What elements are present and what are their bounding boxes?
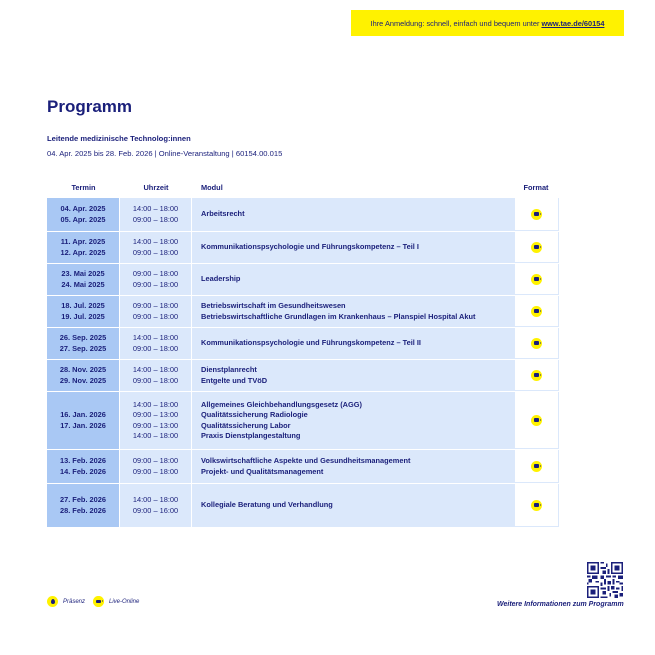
format-cell bbox=[514, 450, 559, 483]
format-cell bbox=[514, 360, 559, 391]
column-header-termin: Termin bbox=[71, 183, 96, 192]
table-row bbox=[47, 198, 559, 232]
table-row bbox=[47, 392, 559, 450]
table-row bbox=[47, 264, 559, 296]
modul-cell bbox=[192, 450, 514, 483]
format-cell bbox=[514, 484, 559, 527]
termin-cell bbox=[47, 328, 120, 359]
modul-cell-line: Allgemeines Gleichbehandlungsgesetz (AGG) bbox=[201, 399, 362, 409]
modul-cell bbox=[192, 198, 514, 231]
uhrzeit-cell-line: 09:00 – 18:00 bbox=[132, 456, 179, 466]
termin-cell-line: 26. Sep. 2025 bbox=[59, 333, 107, 343]
termin-cell bbox=[47, 484, 120, 527]
uhrzeit-cell-line: 09:00 – 18:00 bbox=[132, 466, 179, 476]
video-camera-icon bbox=[531, 209, 542, 220]
termin-cell bbox=[47, 264, 120, 295]
format-cell bbox=[514, 392, 559, 449]
modul-cell-line: Volkswirtschaftliche Aspekte und Gesundheitsmanagement bbox=[201, 456, 411, 466]
uhrzeit-cell bbox=[120, 328, 192, 359]
termin-cell-line: 13. Feb. 2026 bbox=[59, 456, 106, 466]
uhrzeit-cell bbox=[120, 232, 192, 263]
video-camera-icon bbox=[531, 500, 542, 511]
location-pin-icon bbox=[47, 596, 58, 607]
uhrzeit-cell bbox=[120, 360, 192, 391]
table-row bbox=[47, 232, 559, 264]
modul-cell-line: Kollegiale Beratung und Verhandlung bbox=[201, 500, 333, 510]
course-title: Leitende medizinische Technolog:innen bbox=[47, 134, 191, 143]
termin-cell-line: 14. Feb. 2026 bbox=[59, 466, 106, 476]
schedule-table bbox=[47, 198, 559, 528]
uhrzeit-cell-line: 14:00 – 18:00 bbox=[132, 399, 179, 409]
termin-cell bbox=[47, 198, 120, 231]
table-row bbox=[47, 328, 559, 360]
format-cell bbox=[514, 264, 559, 295]
termin-cell bbox=[47, 360, 120, 391]
uhrzeit-cell-line: 09:00 – 18:00 bbox=[132, 375, 179, 385]
video-camera-icon bbox=[93, 596, 104, 607]
legend-live-online bbox=[93, 596, 139, 607]
modul-cell-line: Qualitätssicherung Radiologie bbox=[201, 410, 308, 420]
modul-cell-line: Praxis Dienstplangestaltung bbox=[201, 430, 301, 440]
table-row bbox=[47, 296, 559, 328]
uhrzeit-cell bbox=[120, 484, 192, 527]
termin-cell-line: 28. Feb. 2026 bbox=[59, 505, 106, 515]
uhrzeit-cell-line: 14:00 – 18:00 bbox=[132, 204, 179, 214]
page-title: Programm bbox=[47, 97, 133, 116]
termin-cell-line: 04. Apr. 2025 bbox=[60, 204, 106, 214]
uhrzeit-cell-line: 09:00 – 13:00 bbox=[132, 420, 179, 430]
modul-cell-line: Betriebswirtschaftliche Grundlagen im Krankenhaus – Planspiel Hospital Akut bbox=[201, 311, 476, 321]
modul-cell-line: Qualitätssicherung Labor bbox=[201, 420, 291, 430]
video-camera-icon bbox=[531, 274, 542, 285]
video-camera-icon bbox=[531, 306, 542, 317]
modul-cell-line: Kommunikationspsychologie und Führungskompetenz – Teil II bbox=[201, 338, 421, 348]
uhrzeit-cell-line: 09:00 – 18:00 bbox=[132, 343, 179, 353]
legend-praesenz bbox=[47, 596, 85, 607]
modul-cell-line: Betriebswirtschaft im Gesundheitswesen bbox=[201, 301, 346, 311]
modul-cell bbox=[192, 328, 514, 359]
format-cell bbox=[514, 232, 559, 263]
video-camera-icon bbox=[531, 415, 542, 426]
column-header-modul: Modul bbox=[201, 183, 223, 192]
column-header-format: Format bbox=[523, 183, 549, 192]
qr-code-icon[interactable] bbox=[587, 562, 623, 598]
table-row bbox=[47, 360, 559, 392]
termin-cell-line: 27. Sep. 2025 bbox=[59, 343, 107, 353]
termin-cell-line: 27. Feb. 2026 bbox=[59, 495, 106, 505]
course-meta: 04. Apr. 2025 bis 28. Feb. 2026 | Online-Veranstaltung | 60154.00.015 bbox=[47, 149, 283, 158]
modul-cell bbox=[192, 392, 514, 449]
uhrzeit-cell bbox=[120, 264, 192, 295]
format-cell bbox=[514, 296, 559, 327]
legend-praesenz-label: Präsenz bbox=[63, 598, 86, 605]
video-camera-icon bbox=[531, 242, 542, 253]
modul-cell bbox=[192, 232, 514, 263]
uhrzeit-cell-line: 14:00 – 18:00 bbox=[132, 365, 179, 375]
termin-cell-line: 17. Jan. 2026 bbox=[60, 420, 106, 430]
uhrzeit-cell-line: 14:00 – 18:00 bbox=[132, 495, 179, 505]
video-camera-icon bbox=[531, 370, 542, 381]
termin-cell-line: 16. Jan. 2026 bbox=[60, 410, 106, 420]
format-cell bbox=[514, 328, 559, 359]
uhrzeit-cell bbox=[120, 450, 192, 483]
banner-text: Ihre Anmeldung: schnell, einfach und bequem unter bbox=[370, 18, 540, 28]
termin-cell bbox=[47, 232, 120, 263]
termin-cell-line: 24. Mai 2025 bbox=[61, 279, 105, 289]
modul-cell-line: Leadership bbox=[201, 274, 241, 284]
modul-cell-line: Projekt- und Qualitätsmanagement bbox=[201, 466, 324, 476]
uhrzeit-cell-line: 09:00 – 16:00 bbox=[132, 505, 179, 515]
registration-link[interactable]: www.tae.de/60154 bbox=[541, 18, 605, 28]
video-camera-icon bbox=[531, 461, 542, 472]
uhrzeit-cell-line: 09:00 – 18:00 bbox=[132, 301, 179, 311]
format-cell bbox=[514, 198, 559, 231]
video-camera-icon bbox=[531, 338, 542, 349]
termin-cell-line: 11. Apr. 2025 bbox=[60, 237, 106, 247]
modul-cell-line: Arbeitsrecht bbox=[201, 209, 245, 219]
uhrzeit-cell-line: 09:00 – 18:00 bbox=[132, 214, 179, 224]
uhrzeit-cell bbox=[120, 296, 192, 327]
uhrzeit-cell bbox=[120, 392, 192, 449]
termin-cell-line: 19. Jul. 2025 bbox=[61, 311, 105, 321]
modul-cell-line: Entgelte und TVöD bbox=[201, 375, 268, 385]
uhrzeit-cell-line: 14:00 – 18:00 bbox=[132, 430, 179, 440]
uhrzeit-cell-line: 09:00 – 18:00 bbox=[132, 269, 179, 279]
registration-banner bbox=[351, 10, 624, 36]
termin-cell bbox=[47, 392, 120, 449]
modul-cell bbox=[192, 264, 514, 295]
termin-cell-line: 29. Nov. 2025 bbox=[59, 375, 107, 385]
legend-live-label: Live-Online bbox=[109, 598, 140, 605]
more-info-link[interactable]: Weitere Informationen zum Programm bbox=[497, 601, 624, 608]
termin-cell-line: 23. Mai 2025 bbox=[61, 269, 105, 279]
termin-cell bbox=[47, 450, 120, 483]
table-row bbox=[47, 450, 559, 484]
termin-cell-line: 12. Apr. 2025 bbox=[60, 247, 106, 257]
uhrzeit-cell-line: 14:00 – 18:00 bbox=[132, 237, 179, 247]
uhrzeit-cell bbox=[120, 198, 192, 231]
modul-cell-line: Dienstplanrecht bbox=[201, 365, 257, 375]
modul-cell bbox=[192, 484, 514, 527]
uhrzeit-cell-line: 14:00 – 18:00 bbox=[132, 333, 179, 343]
termin-cell-line: 05. Apr. 2025 bbox=[60, 214, 106, 224]
termin-cell-line: 18. Jul. 2025 bbox=[61, 301, 105, 311]
uhrzeit-cell-line: 09:00 – 18:00 bbox=[132, 247, 179, 257]
column-header-uhrzeit: Uhrzeit bbox=[143, 183, 169, 192]
modul-cell-line: Kommunikationspsychologie und Führungskompetenz – Teil I bbox=[201, 242, 419, 252]
termin-cell-line: 28. Nov. 2025 bbox=[59, 365, 107, 375]
modul-cell bbox=[192, 296, 514, 327]
uhrzeit-cell-line: 09:00 – 18:00 bbox=[132, 279, 179, 289]
uhrzeit-cell-line: 09:00 – 13:00 bbox=[132, 410, 179, 420]
termin-cell bbox=[47, 296, 120, 327]
table-row bbox=[47, 484, 559, 528]
modul-cell bbox=[192, 360, 514, 391]
uhrzeit-cell-line: 09:00 – 18:00 bbox=[132, 311, 179, 321]
